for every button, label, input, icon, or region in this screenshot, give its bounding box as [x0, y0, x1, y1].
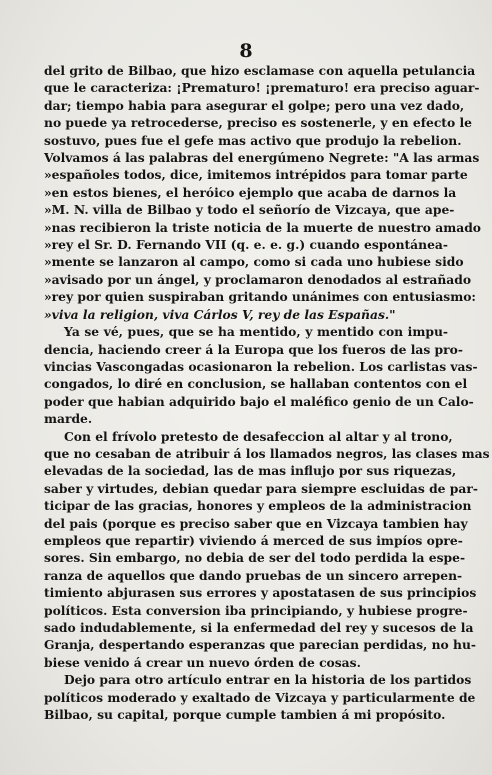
text-line: poder que habian adquirido bajo el maléfico genio de un Calo- [44, 393, 474, 409]
text-line: Granja, despertando esperanzas que parecian perdidas, no hu- [44, 637, 476, 653]
text-line: timiento abjurasen sus errores y apostatasen de sus principios [44, 585, 477, 601]
text-line: políticos. Esta conversion iba principiando, y hubiese progre- [44, 602, 468, 618]
text-line: sado indudablemente, si la enfermedad del rey y sucesos de la [44, 620, 474, 635]
text-line: empleos que repartir) viviendo á merced de sus impíos opre- [44, 532, 463, 548]
paragraph [44, 671, 476, 723]
text-line: del pais (porque es preciso saber que en Vizcaya tambien hay [44, 515, 468, 531]
text-line: políticos moderado y exaltado de Vizcaya y particularmente de [44, 689, 476, 705]
paragraph [44, 323, 478, 427]
body-text [44, 62, 490, 723]
text-line: que no cesaban de atribuir á los llamados negros, las clases mas [44, 445, 490, 461]
text-line: no puede ya retrocederse, preciso es sostenerle, y en efecto le [44, 115, 472, 131]
paragraph [44, 62, 481, 323]
text-line: saber y virtudes, debian quedar para siempre escluidas de par- [44, 480, 478, 496]
text-line: »en estos bienes, el heróico ejemplo que acaba de darnos la [44, 184, 457, 200]
text-line: Ya se vé, pues, que se ha mentido, y mentido con impu- [64, 324, 448, 340]
text-line: »viva la religion, viva Cárlos V, rey de las Españas." [44, 306, 396, 322]
text-line: »avisado por un ángel, y proclamaron denodados al estrañado [44, 271, 472, 287]
text-line: »M. N. villa de Bilbao y todo el señorío de Vizcaya, que ape- [44, 202, 455, 218]
text-line: biese venido á crear un nuevo órden de cosas. [44, 654, 361, 670]
text-line: que le caracteriza: ¡Prematuro! ¡prematuro! era preciso aguar- [44, 80, 480, 96]
text-line: sostuvo, pues fue el gefe mas activo que produjo la rebelion. [44, 132, 462, 148]
text-line: ranza de aquellos que dando pruebas de un sincero arrepen- [44, 567, 463, 583]
text-line: Con el frívolo pretesto de desafeccion al altar y al trono, [64, 428, 453, 444]
text-line: Dejo para otro artículo entrar en la historia de los partidos [64, 672, 472, 688]
text-line: »rey el Sr. D. Fernando VII (q. e. e. g.) cuando espontánea- [44, 237, 448, 253]
text-line: congados, lo diré en conclusion, se hallaban contentos con el [44, 376, 468, 392]
text-line: del grito de Bilbao, que hizo esclamase con aquella petulancia [44, 63, 476, 78]
text-line: Volvamos á las palabras del energúmeno Negrete: "A las armas [44, 150, 480, 166]
text-line: »rey por quien suspiraban gritando unánimes con entusiasmo: [44, 289, 476, 305]
text-line: elevadas de la sociedad, las de mas influjo por sus riquezas, [44, 463, 457, 479]
text-line: vincias Vascongadas ocasionaron la rebelion. Los carlistas vas- [44, 358, 478, 374]
paragraph [44, 428, 490, 672]
text-line: marde. [44, 411, 93, 427]
text-line: sores. Sin embargo, no debia de ser del todo perdida la espe- [44, 550, 466, 566]
text-line: dar; tiempo habia para asegurar el golpe; pero una vez dado, [44, 97, 465, 113]
text-line: dencia, haciendo creer á la Europa que los fueros de las pro- [44, 341, 463, 357]
text-line: ticipar de las gracias, honores y empleos de la administracion [44, 498, 472, 514]
page-number: 8 [239, 40, 253, 62]
text-line: Bilbao, su capital, porque cumple tambien á mi propósito. [44, 707, 446, 723]
text-line: »mente se lanzaron al campo, como si cada uno hubiese sido [44, 254, 464, 270]
text-line: »nas recibieron la triste noticia de la muerte de nuestro amado [44, 219, 481, 235]
text-line: »españoles todos, dice, imitemos intrépidos para tomar parte [44, 167, 468, 183]
